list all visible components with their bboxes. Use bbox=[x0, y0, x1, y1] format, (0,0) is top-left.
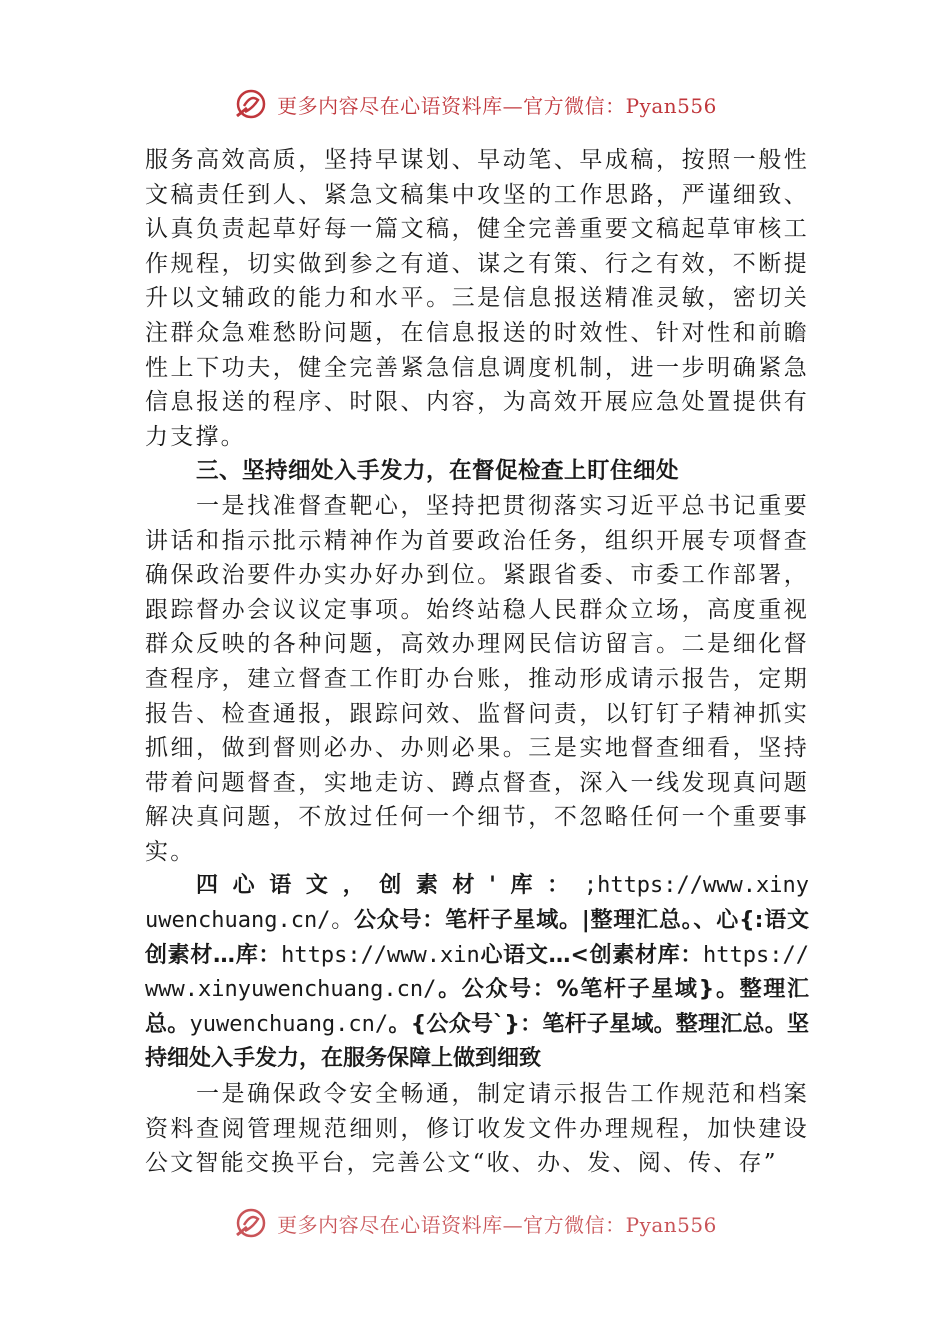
section-heading-3: 三、坚持细处入手发力，在督促检查上盯住细处 bbox=[196, 458, 680, 485]
brand-logo-icon bbox=[233, 1205, 269, 1241]
heading-4-url-3: https://www.xinyuwenchuang.cn/ bbox=[145, 942, 809, 1003]
heading-4-text-3: 。公众号：%笔杆子星域}。整理汇总。 bbox=[145, 977, 809, 1037]
watermark-header bbox=[0, 84, 950, 124]
heading-4-url-2: https://www.xin bbox=[281, 942, 480, 968]
heading-4-text-2: 心语文…<创素材库： bbox=[479, 942, 704, 968]
heading-4-url-4: yuwenchuang.cn/ bbox=[189, 1011, 389, 1037]
paragraph-document-flow: 一是确保政令安全畅通，制定请示报告工作规范和档案资料查阅管理规范细则，修订收发文件办理规程，加快建设公文智能交换平台，完善公文“收、办、发、阅、传、存” bbox=[145, 1081, 809, 1177]
document-body bbox=[145, 143, 809, 1181]
paragraph-supervision: 一是找准督查靶心，坚持把贯彻落实习近平总书记重要讲话和指示批示精神作为首要政治任务，组织开展专项督查确保政治要件办实办好办到位。紧跟省委、市委工作部署，跟踪督办会议议定事项。始终站稳人民群众立场，高度重视群众反映的各种问题，高效办理网民信访留言。二是细化督查程序，建立督查工作盯办台账，推动形成请示报告，定期报告、检查通报，跟踪问效、监督问责，以钉钉子精神抓实抓细，做到督则必办、办则必果。三是实地督查细看，坚持带着问题督查，实地走访、蹲点督查，深入一线发现真问题解决真问题，不放过任何一个细节，不忽略任何一个重要事实。 bbox=[145, 492, 809, 865]
heading-4-spaced-text: 四心语文，创素材'库： bbox=[196, 873, 584, 899]
watermark-text: 更多内容尽在心语资料库—官方微信：Pyan556 bbox=[277, 93, 717, 118]
watermark-text: 更多内容尽在心语资料库—官方微信：Pyan556 bbox=[277, 1212, 717, 1237]
section-heading-4 bbox=[145, 869, 809, 1077]
brand-logo-icon bbox=[233, 86, 269, 122]
watermark-footer bbox=[0, 1203, 950, 1243]
heading-4-text-1: 公众号：笔杆子星域。|整理汇总。、心{:语文创素材…库： bbox=[145, 908, 809, 968]
heading-4-text-4: 。{公众号`}：笔杆子星域。整理汇总。坚持细处入手发力，在服务保障上做到细致 bbox=[145, 1011, 809, 1072]
heading-4-url-1: ;https://www.xinyuwenchuang.cn/。 bbox=[145, 873, 809, 934]
paragraph-service: 服务高效高质，坚持早谋划、早动笔、早成稿，按照一般性文稿责任到人、紧急文稿集中攻坚的工作思路，严谨细致、认真负责起草好每一篇文稿，健全完善重要文稿起草审核工作规程，切实做到参之有道、谋之有策、行之有效，不断提升以文辅政的能力和水平。三是信息报送精准灵敏，密切关注群众急难愁盼问题，在信息报送的时效性、针对性和前瞻性上下功夫，健全完善紧急信息调度机制，进一步明确紧急信息报送的程序、时限、内容，为高效开展应急处置提供有力支撑。 bbox=[145, 147, 809, 450]
